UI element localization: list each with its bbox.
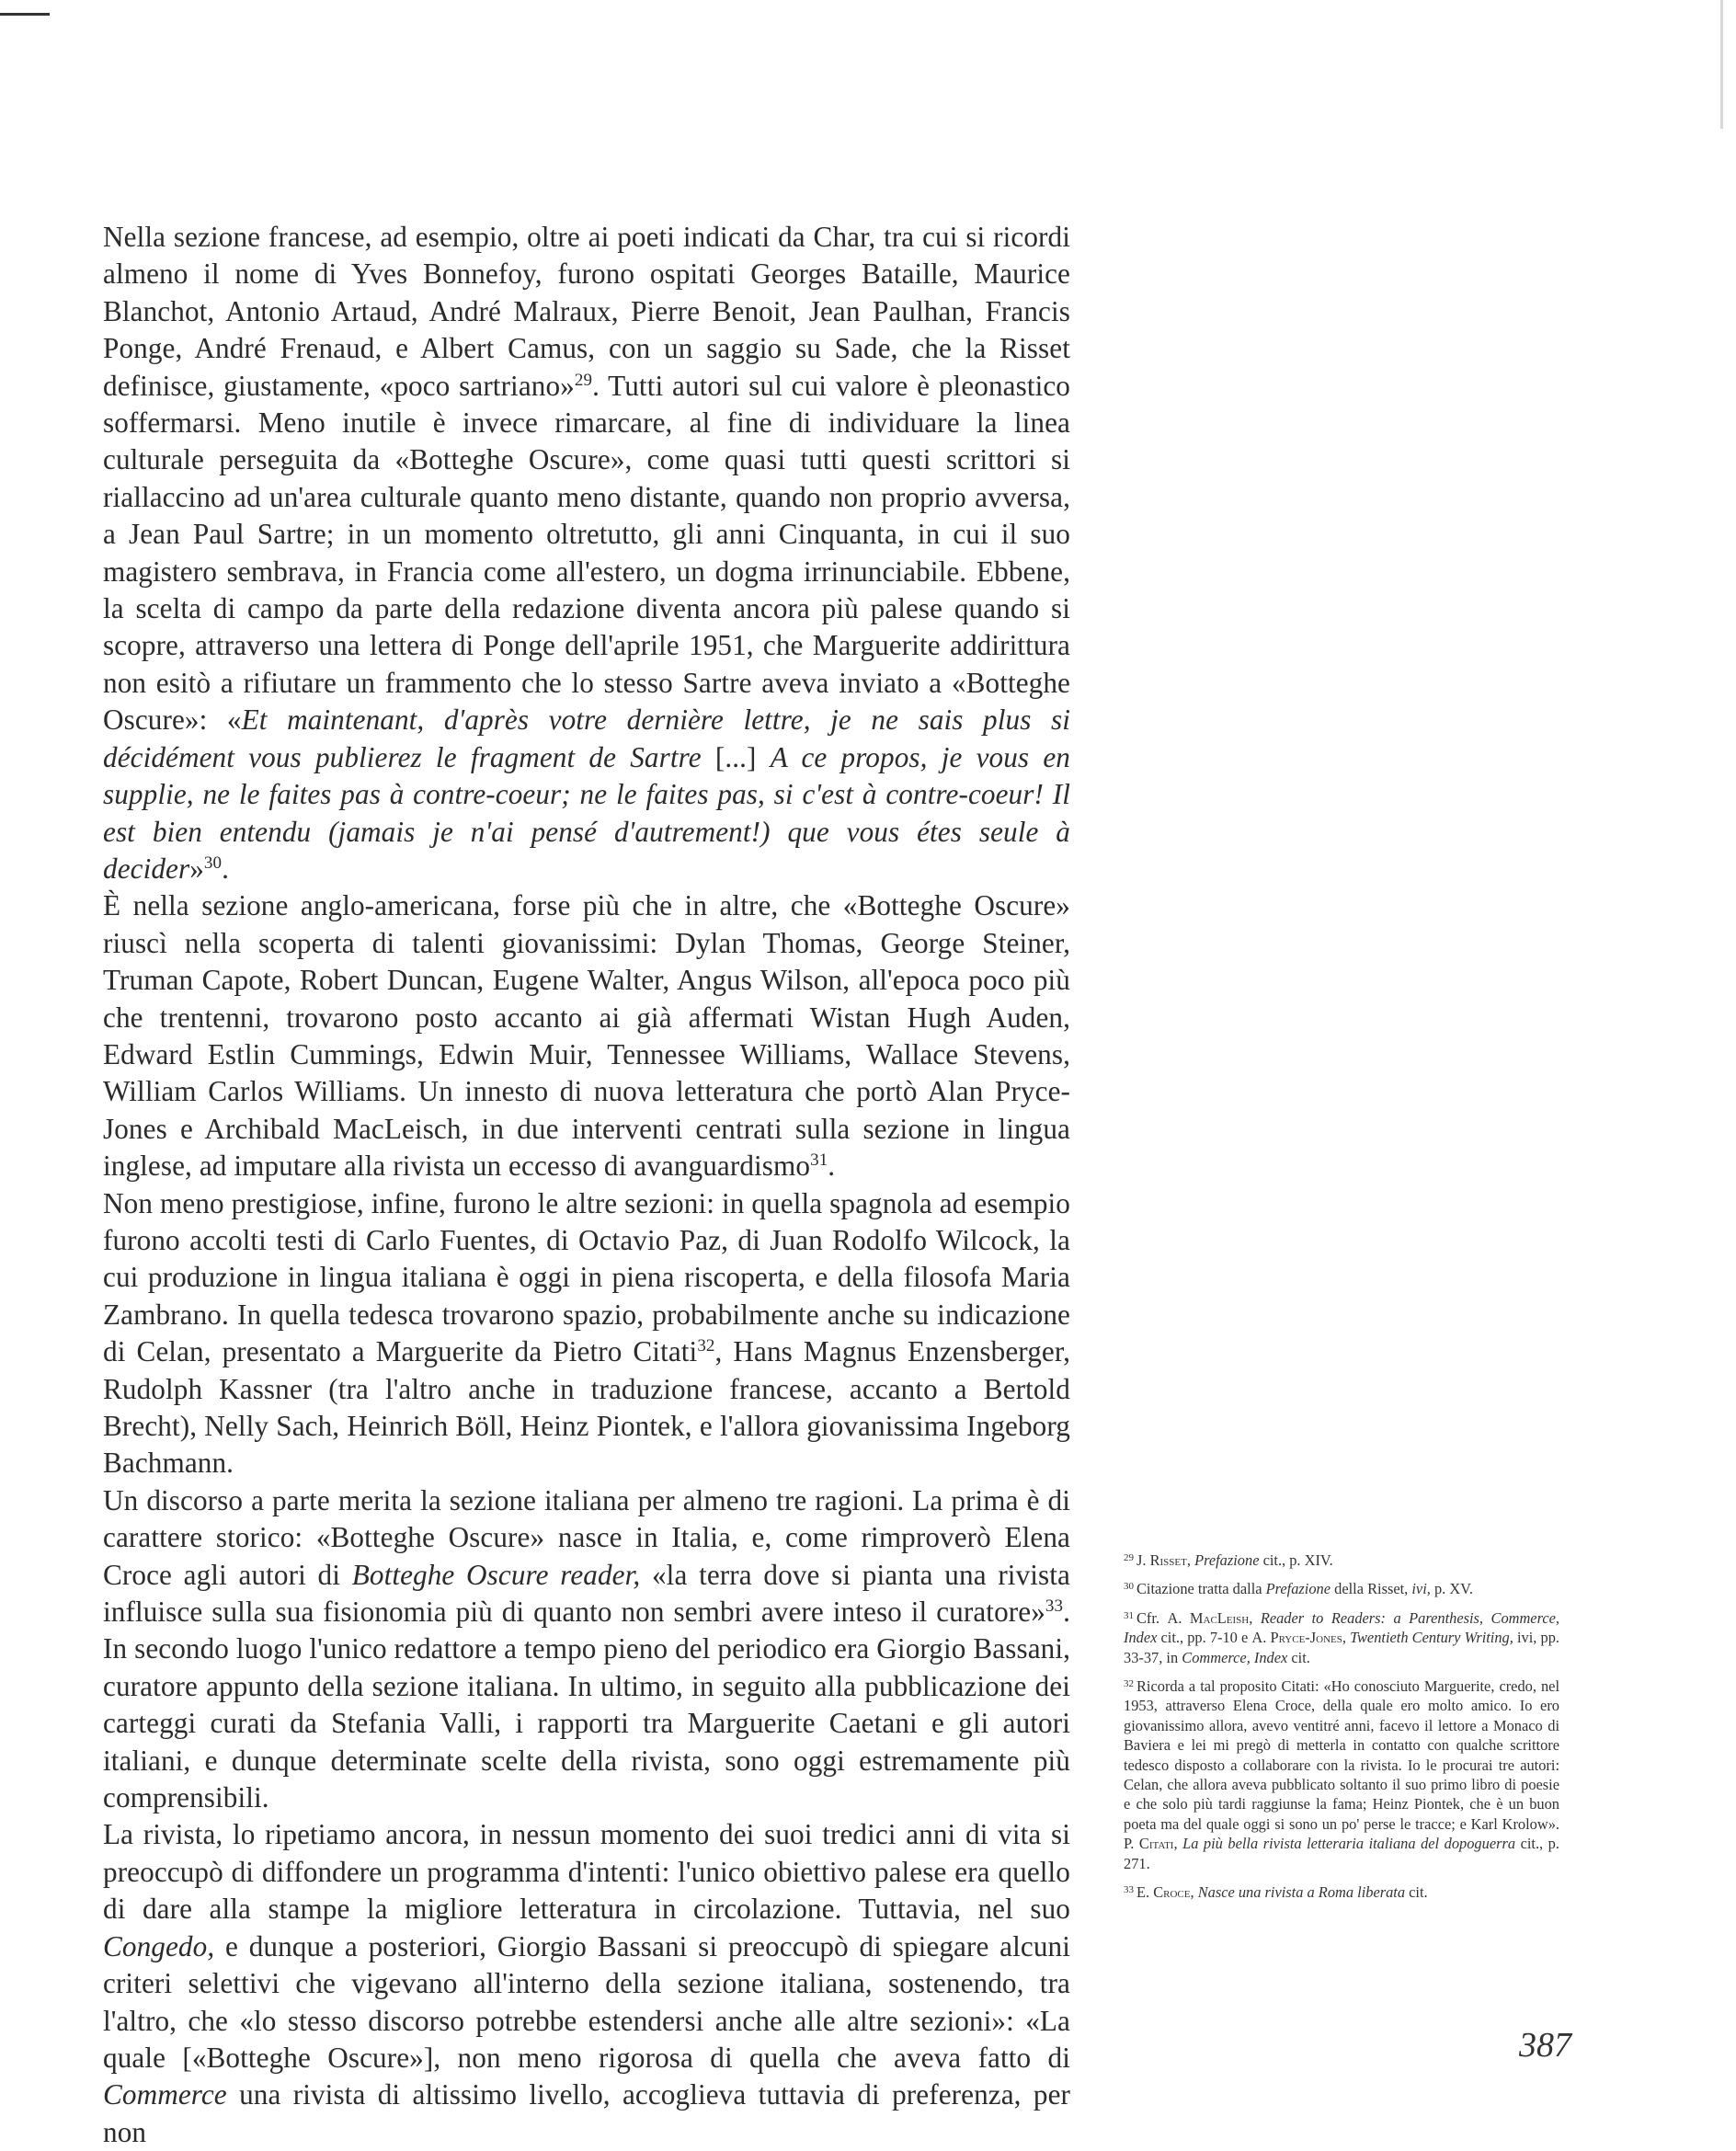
- book-title: Botteghe Oscure reader,: [351, 1558, 641, 1591]
- scan-edge-line: [1720, 0, 1723, 129]
- congedo-title: Congedo,: [103, 1929, 215, 1962]
- footnote-33: $^{33}$ E. Croce, Nasce una rivista a Roma liberata cit.: [1124, 1883, 1428, 1902]
- scan-corner-mark: [0, 13, 50, 16]
- paragraph-congedo: La rivista, lo ripetiamo ancora, in nessun momento dei suoi tredici anni di vita si preoccupò di diffondere un programma d'intenti: l'unico obiettivo palese era quello di dare alla stampe la migliore letteratura in circolazione. Tuttavia, nel suo Congedo, e dunque a posteriori, Giorgio Bassani si preoccupò di spiegare alcuni criteri selettivi che vigevano all'interno della sezione italiana, sostenendo, tra l'altro, che «lo stesso discorso potrebbe estendersi anche alle altre sezioni»: «La quale [«Botteghe Oscure»], non meno rigorosa di quella che aveva fatto di Commerce una rivista di altissimo livello, accoglieva tuttavia di preferenza, per non: [103, 1818, 1070, 2148]
- footnote-ref-30[interactable]: 30: [203, 852, 223, 873]
- footnotes-column: [1124, 1550, 1559, 1912]
- main-text-column: [103, 219, 1070, 2151]
- paragraph-anglo-american-section: È nella sezione anglo-americana, forse più che in altre, che «Botteghe Oscure» riuscì nella scoperta di talenti giovanissimi: Dylan Thomas, George Steiner, Truman Capote, Robert Duncan, Eugene Walter, Angus Wilson, all'epoca poco più che trentenni, trovarono posto accanto ai già affermati Wistan Hugh Auden, Edward Estlin Cummings, Edwin Muir, Tennessee Williams, Wallace Stevens, William Carlos Williams. Un innesto di nuova letteratura che portò Alan Pryce-Jones e Archibald MacLeisch, in due interventi centrati sulla sezione in lingua inglese, ad imputare alla rivista un eccesso di avanguardismo$^{31}$.: [103, 889, 1070, 1183]
- paragraph-other-sections: Non meno prestigiose, infine, furono le altre sezioni: in quella spagnola ad esempio furono accolti testi di Carlo Fuentes, di Octavio Paz, di Juan Rodolfo Wilcock, la cui produzione in lingua italiana è oggi in piena riscoperta, e della filosofa Maria Zambrano. In quella tedesca trovarono spazio, probabilmente anche su indicazione di Celan, presentato a Marguerite da Pietro Citati$^{32}$, Hans Magnus Enzensberger, Rudolph Kassner (tra l'altro anche in traduzione francese, accanto a Bertold Brecht), Nelly Sach, Heinrich Böll, Heinz Piontek, e l'allora giovanissima Ingeborg Bachmann.: [103, 1186, 1070, 1480]
- paragraph-italian-section: Un discorso a parte merita la sezione italiana per almeno tre ragioni. La prima è di carattere storico: «Botteghe Oscure» nasce in Italia, e, come rimproverò Elena Croce agli autori di Botteghe Oscure reader, «la terra dove si pianta una rivista influisce sulla sua fisionomia più di quanto non sembri avere inteso il curatore»$^{33}$. In secondo luogo l'unico redattore a tempo pieno del periodico era Giorgio Bassani, curatore appunto della sezione italiana. In ultimo, in seguito alla pubblicazione dei carteggi curati da Stefania Valli, i rapporti tra Marguerite Caetani e gli autori italiani, e dunque determinate scelte della rivista, sono oggi estremamente più comprensibili.: [103, 1483, 1070, 1814]
- paragraph-french-section: Nella sezione francese, ad esempio, oltre ai poeti indicati da Char, tra cui si ricordi almeno il nome di Yves Bonnefoy, furono ospitati Georges Bataille, Maurice Blanchot, Antonio Artaud, André Malraux, Pierre Benoit, Jean Paulhan, Francis Ponge, André Frenaud, e Albert Camus, con un saggio su Sade, che la Risset definisce, giustamente, «poco sartriano»$^{29}$. Tutti autori sul cui valore è pleonastico soffermarsi. Meno inutile è invece rimarcare, al fine di individuare la linea culturale perseguita da «Botteghe Oscure», come quasi tutti questi scrittori si riallaccino ad un'area culturale quanto meno distante, quando non proprio avversa, a Jean Paul Sartre; in un momento oltretutto, gli anni Cinquanta, in cui il suo magistero sembrava, in Francia come all'estero, un dogma irrinunciabile. Ebbene, la scelta di campo da parte della redazione diventa ancora più palese quando si scopre, attraverso una lettera di Ponge dell'aprile 1951, che Marguerite addirittura non esitò a rifiutare un frammento che lo stesso Sartre aveva inviato a «Botteghe Oscure»: «Et maintenant, d'après votre dernière lettre, je ne sais plus si décidément vous publierez le fragment de Sartre [...] A ce propos, je vous en supplie, ne le faites pas à contre-coeur; ne le faites pas, si c'est à contre-coeur! Il est bien entendu (jamais je n'ai pensé d'autrement!) que vous étes seule à decider»$^{30}$.: [103, 221, 1070, 885]
- ponge-quote-continued: A ce propos, je vous en supplie, ne le faites pas à contre-coeur; ne le faites pas, si c'est à contre-coeur! Il est bien entendu (jamais je n'ai pensé d'autrement!) que vous étes seule à decider: [103, 740, 1070, 885]
- page-number: 387: [1519, 2026, 1571, 2065]
- footnote-ref-33[interactable]: 33: [1045, 1596, 1064, 1617]
- footnote-30: $^{30}$ Citazione tratta dalla Prefazione della Risset, ivi, p. XV.: [1124, 1580, 1473, 1598]
- ponge-quote: Et maintenant, d'après votre dernière lettre, je ne sais plus si décidément vous publierez le fragment de Sartre: [103, 704, 1070, 773]
- footnote-ref-32[interactable]: 32: [697, 1336, 715, 1356]
- footnote-31: $^{31}$ Cfr. A. MacLeish, Reader to Readers: a Parenthesis, Commerce, Index cit., pp. 7-10 e A. Pryce-Jones, Twentieth Century Writing, ivi, pp. 33-37, in Commerce, Index cit.: [1124, 1608, 1559, 1666]
- footnote-29: $^{29}$ J. Risset, Prefazione cit., p. XIV.: [1124, 1551, 1333, 1569]
- commerce-title: Commerce: [103, 2078, 227, 2111]
- footnote-ref-31[interactable]: 31: [810, 1150, 828, 1171]
- footnote-ref-29[interactable]: 29: [574, 370, 593, 390]
- footnote-32: $^{32}$ Ricorda a tal proposito Citati: «Ho conosciuto Marguerite, credo, nel 1953, attraverso Elena Croce, della quale ero molto amico. Io ero giovanissimo allora, avevo ventitré anni, facevo il lettore a Monaco di Baviera e lei mi pregò di metterla in contatto con qualche scrittore tedesco disposto a collaborare con la rivista. Io le procurai tre autori: Celan, che allora aveva pubblicato soltanto il suo primo libro di poesie e che solo più tardi raggiunse la fama; Heinz Piontek, che è un buon poeta ma del quale oggi si sono un po' perse le tracce; e Karl Krolow». P. Citati, La più bella rivista letteraria italiana del dopoguerra cit., p. 271.: [1124, 1677, 1559, 1872]
